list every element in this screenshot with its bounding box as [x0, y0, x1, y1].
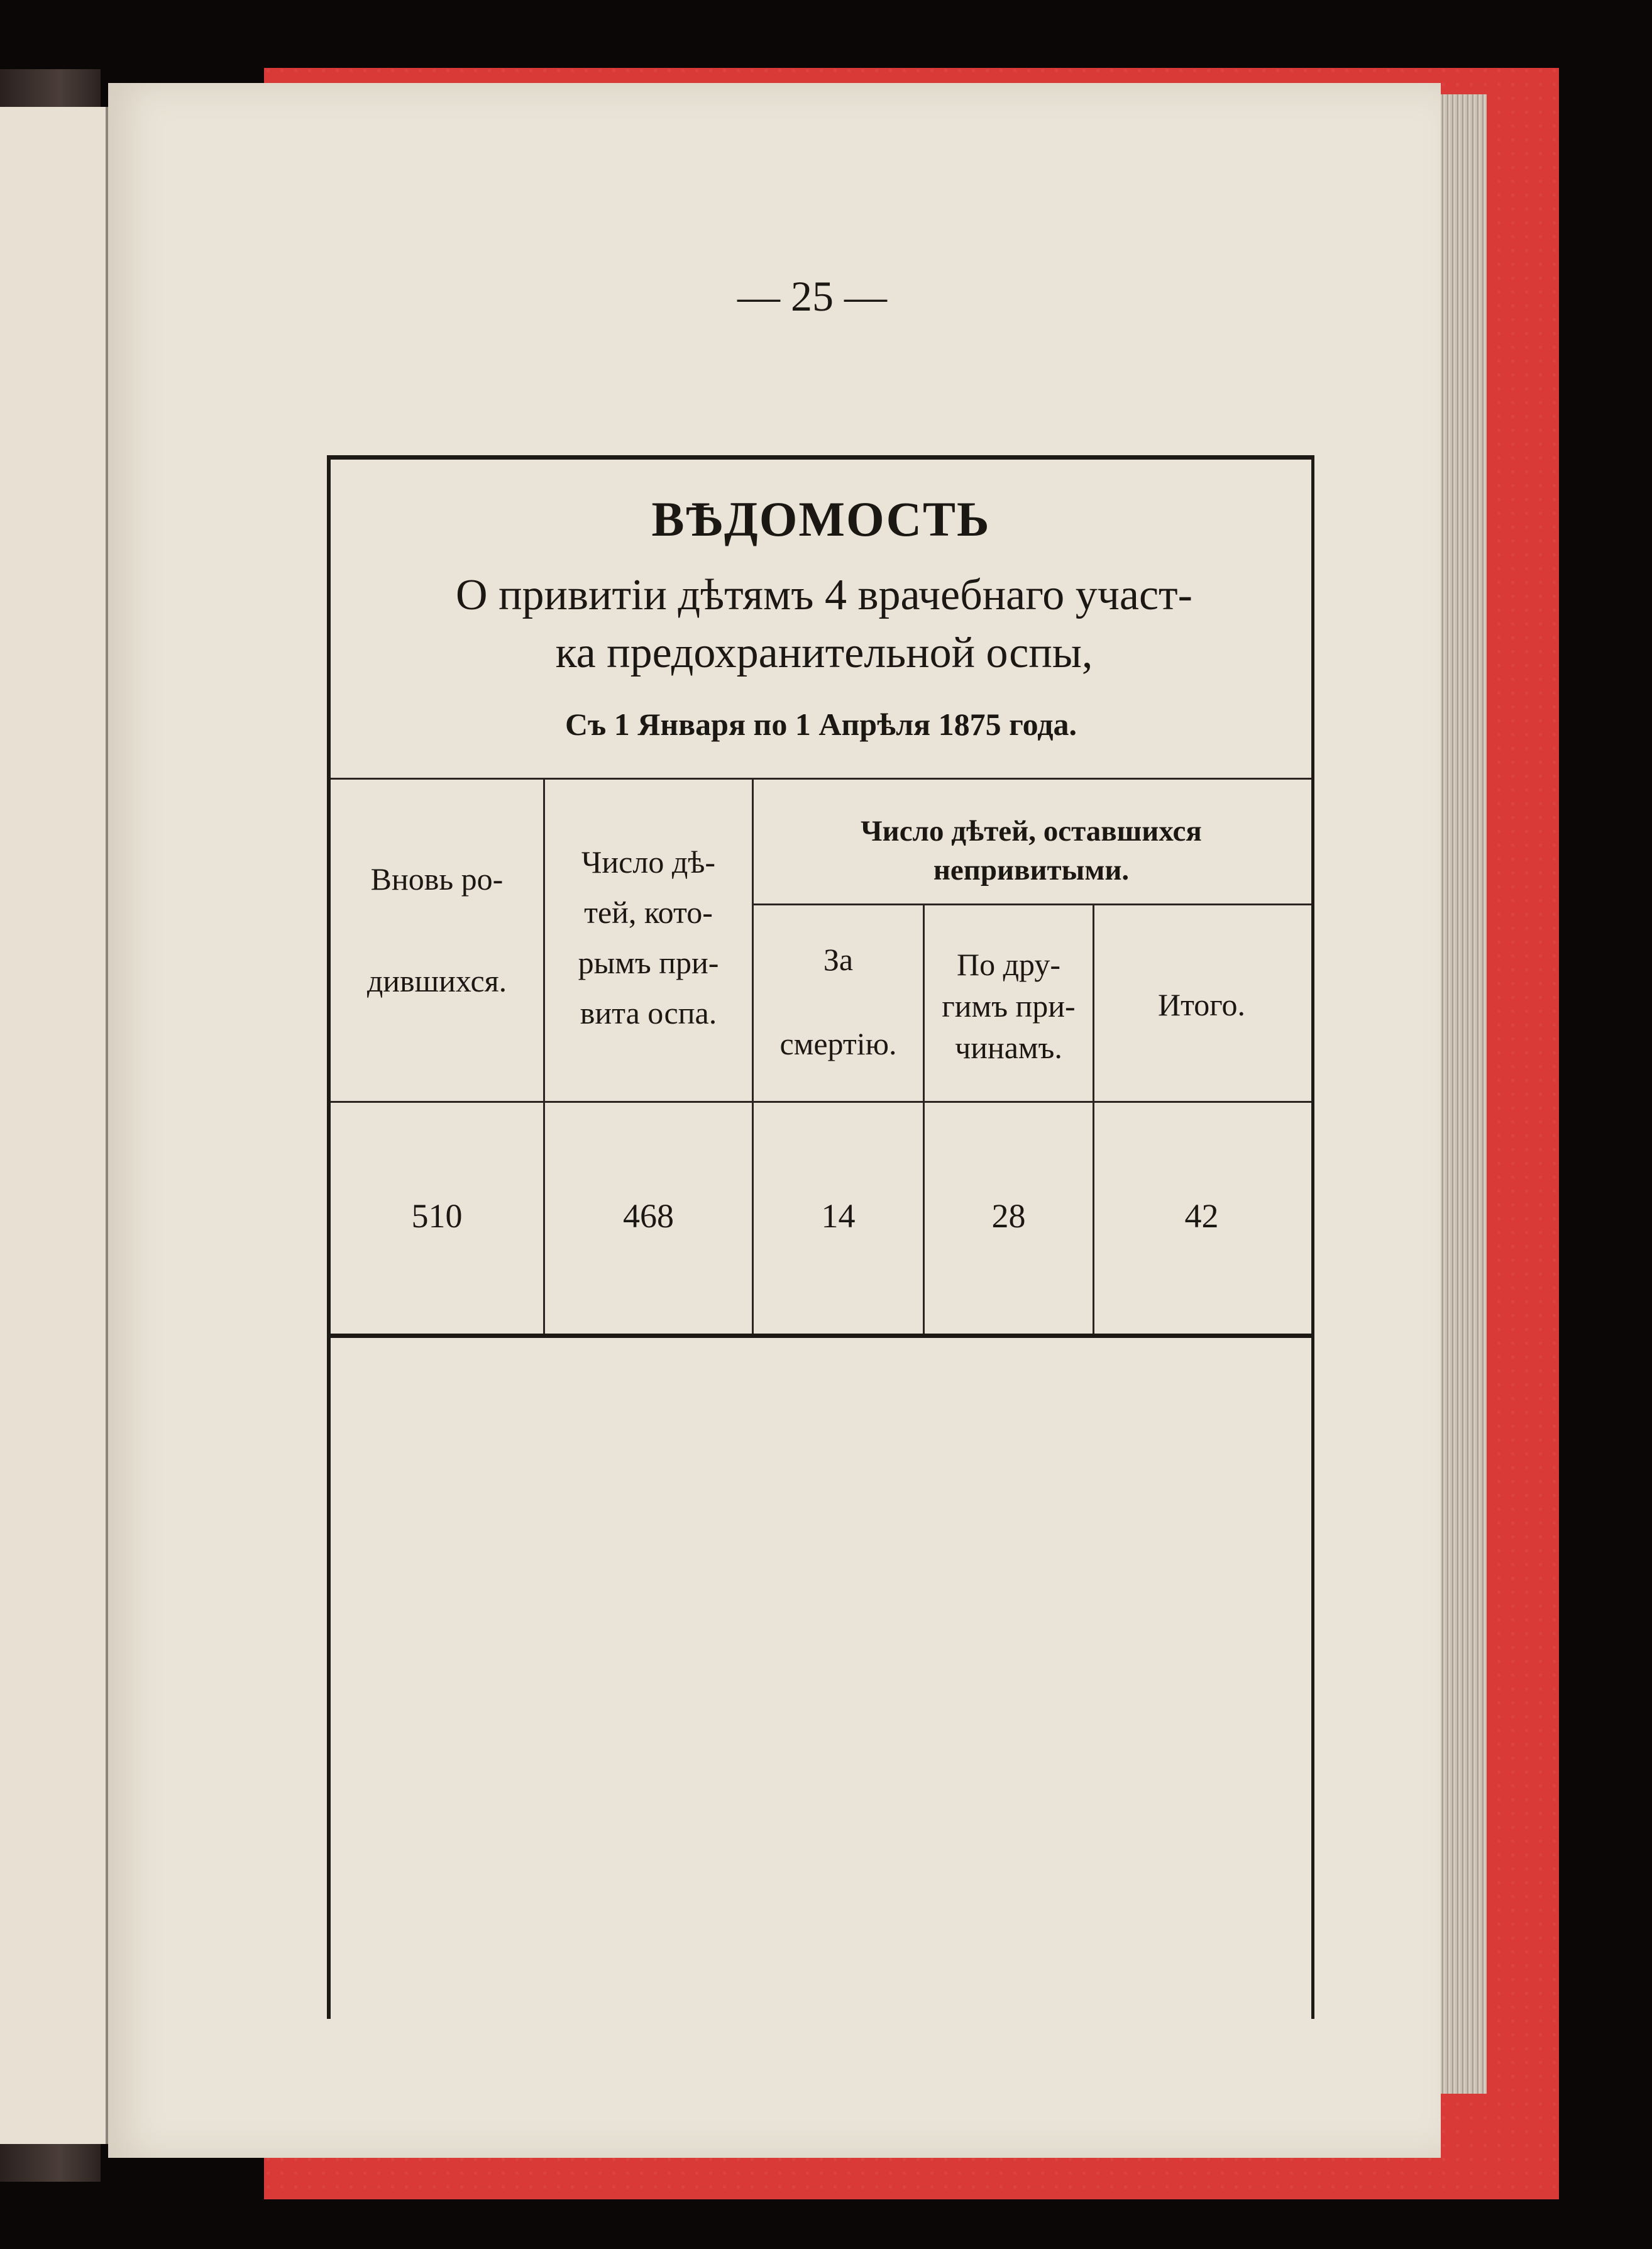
header-born	[331, 856, 543, 1004]
table-bottom-rule	[331, 1334, 1311, 1338]
header-other-line-2: гимъ при-	[942, 988, 1076, 1024]
header-total	[1094, 981, 1309, 1028]
group-header-rule	[753, 903, 1311, 905]
header-death-line-1: За	[823, 942, 854, 977]
header-death-line-2: смертію.	[779, 1026, 897, 1061]
header-unvaccinated-group	[754, 812, 1309, 890]
header-vaccinated	[545, 837, 752, 1038]
table-top-rule	[331, 778, 1311, 780]
header-vaccinated-line-2: тей, кото-	[584, 895, 713, 930]
header-total-line-1: Итого.	[1157, 987, 1246, 1022]
left-page-edge	[0, 107, 109, 2144]
document-title: ВѢДОМОСТЬ	[651, 492, 991, 546]
document-subtitle	[356, 566, 1292, 682]
header-other-line-1: По дру-	[956, 947, 1061, 982]
header-other-line-3: чинамъ.	[955, 1030, 1062, 1065]
header-death	[754, 936, 923, 1067]
header-vaccinated-line-4: вита оспа.	[580, 995, 717, 1031]
value-other-causes: 28	[991, 1197, 1026, 1235]
value-born: 510	[411, 1197, 463, 1235]
header-vaccinated-line-3: рымъ при-	[578, 945, 719, 980]
header-unvaccinated-line-2: непривитыми.	[933, 854, 1130, 887]
report-frame	[327, 455, 1314, 2019]
header-born-line-2: дившихся.	[366, 963, 507, 998]
subtitle-line-2: ка предохранительной оспы,	[555, 629, 1093, 677]
column-divider-4	[1093, 905, 1094, 1334]
book-page	[108, 83, 1441, 2158]
value-vaccinated: 468	[623, 1197, 674, 1235]
value-death: 14	[821, 1197, 856, 1235]
value-total: 42	[1184, 1197, 1219, 1235]
page-number: — 25 —	[737, 272, 887, 320]
header-vaccinated-line-1: Число дѣ-	[581, 844, 716, 880]
header-other-causes	[925, 944, 1093, 1068]
date-range: Съ 1 Января по 1 Апрѣля 1875 года.	[565, 707, 1077, 742]
header-bottom-rule	[331, 1101, 1311, 1103]
header-born-line-1: Вновь ро-	[370, 861, 504, 897]
header-unvaccinated-line-1: Число дѣтей, оставшихся	[861, 815, 1202, 848]
subtitle-line-1: О привитіи дѣтямъ 4 врачебнаго участ-	[456, 571, 1192, 619]
